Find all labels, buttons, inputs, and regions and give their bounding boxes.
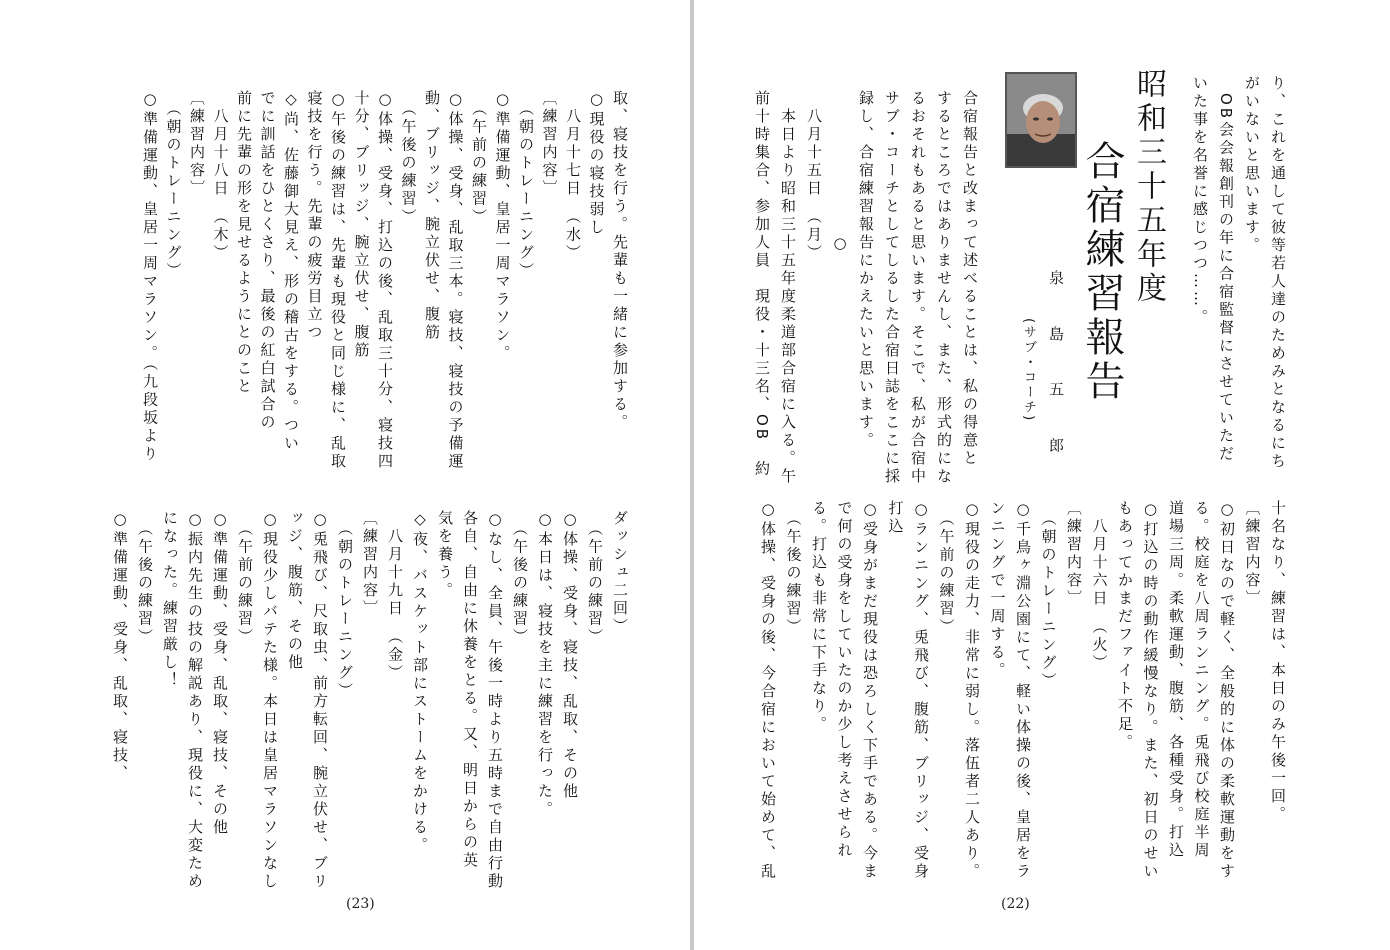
article-title: 合宿練習報告: [1079, 140, 1125, 404]
text-column: ○準備運動、受身、乱取、寝技、その他: [211, 510, 229, 837]
text-column: 道場三周。柔軟運動、腹筋、各種受身。打込: [1167, 500, 1185, 860]
text-column: （午後の練習）: [136, 510, 154, 647]
text-column: 八月十八日 （木）: [211, 90, 230, 263]
text-column: （午前の練習）: [470, 90, 488, 227]
text-column: るおそれもあると思います。そこで、私が合宿中: [909, 90, 927, 486]
text-column: ○ランニング、兎飛び、腹筋、ブリッジ、受身: [912, 500, 930, 881]
author-name: 泉 島 五 郎: [1047, 270, 1065, 471]
text-column: ◇尚、佐藤御大見え、形の稽古をする。つい: [282, 90, 300, 453]
text-column: ○準備運動、皇居一周マラソン。（九段坂より: [141, 90, 159, 464]
text-column: 八月十六日 （火）: [1090, 500, 1109, 673]
text-column: 前十時集合、参加人員 現役・十三名、OB 約: [753, 90, 771, 479]
text-column: （朝のトレーニング）: [517, 90, 535, 281]
text-column: ○: [831, 90, 849, 255]
text-column: ○現役少しバテた様。本日は皇居マラソンなし: [261, 510, 279, 891]
text-column: ダッシュ二回）: [611, 510, 629, 636]
text-column: ◇夜、バスケット部にストームをかける。: [411, 510, 429, 855]
text-column: 八月十九日 （金）: [386, 510, 404, 683]
text-column: ○現役の走力、非常に弱し。落伍者二人あり。: [963, 500, 981, 881]
text-column: 〔練習内容〕: [1243, 500, 1262, 608]
text-column: 各自、自由に休養をとる。又、明日からの英: [461, 510, 479, 870]
text-column: 前に先輩の形を見せるようにとのこと: [235, 90, 253, 396]
text-column: 十分、ブリッジ、腕立伏せ、腹筋: [352, 90, 371, 360]
text-column: ○受身がまだ現役は恐ろしく下手である。今ま: [861, 500, 879, 881]
text-column: 気を養う。: [436, 510, 454, 600]
text-column: もあってかまだファイト不足。: [1116, 500, 1134, 752]
text-column: ○現役の寝技弱し: [587, 90, 606, 237]
text-column: 寝技を行う。先輩の疲労目立つ: [305, 90, 324, 342]
text-column: で何の受身をしていたのか少し考えさせられ: [835, 500, 854, 860]
text-column: 八月十五日 （月）: [805, 90, 823, 263]
text-column: でに訓話をひとくさり、最後の紅白試合の: [258, 90, 277, 432]
text-column: ○初日なので軽く、全般的に体の柔軟運動をす: [1218, 500, 1236, 881]
author-photo: [1005, 72, 1077, 168]
text-column: がいないと思います。: [1243, 75, 1261, 255]
text-column: （午前の練習）: [937, 500, 956, 637]
text-column: 本日より昭和三十五年度柔道部合宿に入る。午: [779, 90, 797, 486]
text-column: 打込: [886, 500, 905, 536]
text-column: になった。練習厳し！: [161, 510, 179, 690]
text-column: 〔練習内容〕: [1065, 500, 1083, 608]
text-column: （朝のトレーニング）: [336, 510, 354, 701]
text-column: （朝のトレーニング）: [1039, 500, 1058, 691]
text-column: サブ・コーチとしてしるした合宿日誌をここに採: [883, 90, 901, 486]
text-column: ッジ、腹筋、その他: [286, 510, 304, 672]
text-column: 取、寝技を行う。先輩も一緒に参加する。: [611, 90, 629, 432]
text-column: ○なし、全員、午後一時より五時まで自由行動: [486, 510, 504, 891]
text-column: る。打込も非常に下手なり。: [810, 500, 828, 734]
page-divider: [690, 0, 694, 950]
text-column: （朝のトレーニング）: [164, 90, 183, 281]
text-column: 十名なり、練習は、本日のみ午後一回。: [1269, 500, 1287, 824]
author-role: (サブ・コーチ): [1021, 318, 1036, 423]
text-column: （午後の練習）: [399, 90, 418, 227]
text-column: ○兎飛び、尺取虫、前方転回、腕立伏せ、ブリ: [311, 510, 329, 891]
text-column: 八月十七日 （水）: [564, 90, 582, 263]
text-column: ンニングで一周する。: [988, 500, 1007, 680]
text-column: （午前の練習）: [236, 510, 254, 647]
text-column: ○千鳥ヶ淵公園にて、軽い体操の後、皇居をラ: [1014, 500, 1032, 881]
article-subtitle: 昭和三十五年度: [1131, 68, 1166, 306]
portrait-image: [1007, 74, 1077, 168]
text-column: ○午後の練習は、先輩も現役と同じ様に、乱取: [329, 90, 347, 471]
text-column: ○振内先生の技の解説あり、現役に、大変ため: [186, 510, 204, 891]
text-column: 〔練習内容〕: [361, 510, 379, 618]
text-column: 動、ブリッジ、腕立伏せ、腹筋: [423, 90, 441, 342]
text-column: するところではありませんし、また、形式的にな: [935, 90, 953, 486]
text-column: ○準備運動、受身、乱取、寝技、: [111, 510, 129, 783]
text-column: ○本日は、寝技を主に練習を行った。: [536, 510, 554, 819]
text-column: ○体操、受身の後、今合宿において始めて、乱: [759, 500, 777, 881]
page-number-left: (23): [346, 896, 375, 912]
text-column: 〔練習内容〕: [188, 90, 206, 198]
text-column: 〔練習内容〕: [540, 90, 559, 198]
page-number-right: (22): [1001, 896, 1030, 912]
text-column: OB会会報創刊の年に合宿監督にさせていただ: [1217, 75, 1235, 464]
text-column: いた事を名誉に感じつつ……。: [1191, 75, 1209, 327]
text-column: り、これを通して彼等若人達のためみとなるにち: [1269, 75, 1287, 471]
text-column: （午後の練習）: [784, 500, 803, 637]
text-column: ○体操、受身、打込の後、乱取三十分、寝技四: [376, 90, 394, 471]
text-column: ○打込の時の動作緩慢なり。また、初日のせい: [1141, 500, 1160, 881]
text-column: 合宿報告と改まって述べることは、私の得意と: [961, 90, 979, 468]
text-column: ○準備運動、皇居一周マラソン。: [493, 90, 512, 363]
text-column: 録し、合宿練習報告にかえたいと思います。: [857, 90, 875, 450]
text-column: （午後の練習）: [511, 510, 529, 647]
text-column: ○体操、受身、寝技、乱取、その他: [561, 510, 579, 801]
text-column: る。校庭を八周ランニング。兎飛び校庭半周: [1192, 500, 1211, 860]
text-column: （午前の練習）: [586, 510, 604, 647]
text-column: ○体操、受身、乱取三本。寝技、寝技の予備運: [446, 90, 465, 471]
